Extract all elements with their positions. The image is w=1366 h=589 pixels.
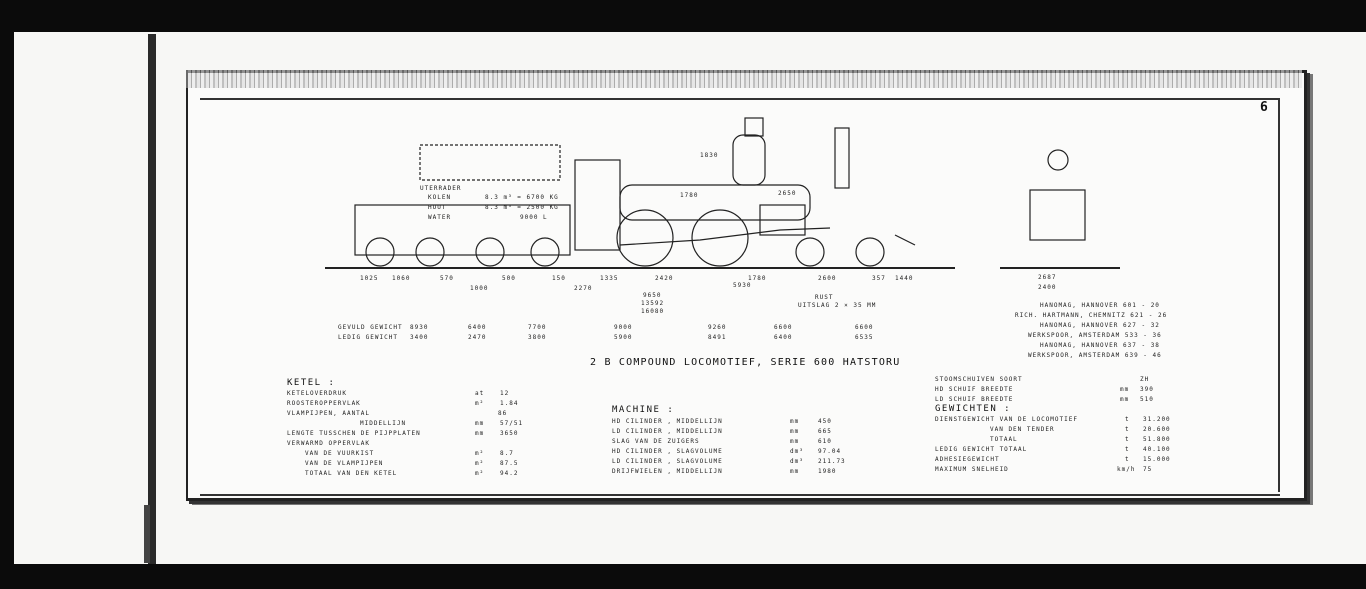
ketel-row-label: KETELOVERDRUK: [287, 390, 347, 397]
gewicht-row-value: 20.600: [1143, 426, 1171, 433]
end-view-dim: 2687: [1038, 274, 1057, 281]
gewichten-heading: GEWICHTEN :: [935, 404, 1012, 414]
builder-entry: HANOMAG, HANNOVER 637 - 38: [1040, 342, 1160, 349]
ketel-row-label: VAN DE VUURKIST: [305, 450, 375, 457]
right-row-value: 390: [1140, 386, 1154, 393]
loco-cab: [575, 160, 620, 250]
tender-body: [355, 205, 570, 255]
tender-wheel-3: [476, 238, 504, 266]
ketel-row-value: 87.5: [500, 460, 519, 467]
wheelbase-dim: 1780: [748, 275, 767, 282]
wheelbase-dim: 1440: [895, 275, 914, 282]
wheelbase-dim: 150: [552, 275, 566, 282]
gewicht-row-unit: t: [1125, 446, 1130, 453]
wheelbase-dim: 1060: [392, 275, 411, 282]
ketel-row-value: 94.2: [500, 470, 519, 477]
machine-row-unit: mm: [790, 428, 800, 435]
ketel-row-label: MIDDELLIJN: [360, 420, 407, 427]
machine-row-label: LD CILINDER , SLAGVOLUME: [612, 458, 723, 465]
gewicht-row-unit: t: [1125, 416, 1130, 423]
ketel-row-unit: m²: [475, 450, 485, 457]
ketel-row-label: TOTAAL VAN DEN KETEL: [305, 470, 398, 477]
weight-gevuld: 6400: [468, 324, 487, 331]
gewicht-row-value: 51.800: [1143, 436, 1171, 443]
weight-gevuld: 6600: [855, 324, 874, 331]
rust-note: UITSLAG 2 × 35 MM: [798, 302, 877, 309]
gewicht-row-label: VAN DEN TENDER: [990, 426, 1055, 433]
wheelbase-dim: 1335: [600, 275, 619, 282]
ketel-row-label: LENGTE TUSSCHEN DE PIJPPLATEN: [287, 430, 421, 437]
drawing-title: 2 B COMPOUND LOCOMOTIEF, SERIE 600 HATSTORU: [590, 357, 901, 368]
gewicht-row-value: 40.100: [1143, 446, 1171, 453]
tender-row-value: 9000 L: [520, 214, 548, 221]
wheelbase-dim: 2600: [818, 275, 837, 282]
weight-gevuld: 9000: [614, 324, 633, 331]
tender-coal-bunker: [420, 145, 560, 180]
dim-label: 1780: [680, 192, 699, 199]
machine-row-value: 665: [818, 428, 832, 435]
weight-gevuld: 9260: [708, 324, 727, 331]
weight-ledig: 5900: [614, 334, 633, 341]
wheelbase-dim: 1025: [360, 275, 379, 282]
gewicht-row-label: TOTAAL: [990, 436, 1018, 443]
machine-row-value: 450: [818, 418, 832, 425]
gewicht-row-label: ADHESIEGEWICHT: [935, 456, 1000, 463]
ketel-row-unit: mm: [475, 430, 485, 437]
machine-heading: MACHINE :: [612, 405, 675, 415]
right-row-label: HD SCHUIF BREEDTE: [935, 386, 1014, 393]
weight-gevuld: 8930: [410, 324, 429, 331]
ketel-row-label: VERWARMD OPPERVLAK: [287, 440, 371, 447]
ketel-row-value: 3650: [500, 430, 519, 437]
buffer-beam: [895, 235, 915, 245]
bogie-wheel-1: [796, 238, 824, 266]
ketel-row-label: VLAMPIJPEN, AANTAL: [287, 410, 371, 417]
machine-row-unit: dm³: [790, 458, 804, 465]
sheet-number: 6: [1260, 100, 1268, 115]
tender-row-label: HOUT: [428, 204, 447, 211]
dim-label: 1830: [700, 152, 719, 159]
total-dim: 16080: [641, 308, 665, 315]
loco-chimney: [745, 118, 763, 136]
wheelbase-dim: 570: [440, 275, 454, 282]
rust-note: RUST: [815, 294, 834, 301]
machine-row-unit: mm: [790, 468, 800, 475]
weight-ledig: 2470: [468, 334, 487, 341]
ketel-row-unit: m²: [475, 460, 485, 467]
ketel-row-value: 8.7: [500, 450, 514, 457]
builder-entry: WERKSPOOR, AMSTERDAM 639 - 46: [1028, 352, 1162, 359]
machine-row-unit: mm: [790, 438, 800, 445]
gewicht-row-unit: km/h: [1117, 466, 1136, 473]
ketel-row-label: VAN DE VLAMPIJPEN: [305, 460, 384, 467]
gewicht-row-unit: t: [1125, 436, 1130, 443]
end-view-dim: 2400: [1038, 284, 1057, 291]
loco-smokestack: [835, 128, 849, 188]
weight-gevuld: 7700: [528, 324, 547, 331]
wheelbase-dim: 1000: [470, 285, 489, 292]
tender-wheel-2: [416, 238, 444, 266]
weights-label: GEVULD GEWICHT: [338, 324, 403, 331]
ketel-row-unit: m²: [475, 400, 485, 407]
machine-row-label: DRIJFWIELEN , MIDDELLIJN: [612, 468, 723, 475]
gewicht-row-value: 31.200: [1143, 416, 1171, 423]
weight-ledig: 6400: [774, 334, 793, 341]
builder-entry: RICH. HARTMANN, CHEMNITZ 621 - 26: [1015, 312, 1168, 319]
gewicht-row-label: MAXIMUM SNELHEID: [935, 466, 1009, 473]
machine-row-unit: dm³: [790, 448, 804, 455]
gewicht-row-label: DIENSTGEWICHT VAN DE LOCOMOTIEF: [935, 416, 1078, 423]
ketel-row-value: 86: [498, 410, 508, 417]
total-dim: 13592: [641, 300, 665, 307]
right-row-label: STOOMSCHUIVEN SOORT: [935, 376, 1023, 383]
machine-row-label: SLAG VAN DE ZUIGERS: [612, 438, 700, 445]
right-row-unit: mm: [1120, 396, 1130, 403]
connecting-rod: [620, 228, 830, 245]
gewicht-row-value: 75: [1143, 466, 1153, 473]
machine-row-value: 610: [818, 438, 832, 445]
gewicht-row-value: 15.000: [1143, 456, 1171, 463]
wheelbase-dim: 357: [872, 275, 886, 282]
end-view-body: [1030, 190, 1085, 240]
right-row-value: 510: [1140, 396, 1154, 403]
right-row-value: ZH: [1140, 376, 1150, 383]
weight-ledig: 3800: [528, 334, 547, 341]
gewicht-row-unit: t: [1125, 456, 1130, 463]
weight-ledig: 6535: [855, 334, 874, 341]
dim-label: 2650: [778, 190, 797, 197]
end-view-chimney: [1048, 150, 1068, 170]
ketel-row-unit: at: [475, 390, 485, 397]
machine-row-value: 1980: [818, 468, 837, 475]
ketel-row-label: ROOSTEROPPERVLAK: [287, 400, 361, 407]
tender-wheel-1: [366, 238, 394, 266]
dim-label: 5930: [733, 282, 752, 289]
tender-row-value: 8.3 m³ = 2500 KG: [485, 204, 559, 211]
ketel-heading: KETEL :: [287, 378, 336, 388]
gewicht-row-label: LEDIG GEWICHT TOTAAL: [935, 446, 1028, 453]
builder-entry: HANOMAG, HANNOVER 627 - 32: [1040, 322, 1160, 329]
wheelbase-dim: 500: [502, 275, 516, 282]
builder-entry: HANOMAG, HANNOVER 601 - 20: [1040, 302, 1160, 309]
tender-wheel-4: [531, 238, 559, 266]
driving-wheel-1: [617, 210, 673, 266]
loco-outline: [325, 118, 1120, 268]
bogie-wheel-2: [856, 238, 884, 266]
builder-entry: WERKSPOOR, AMSTERDAM 533 - 36: [1028, 332, 1162, 339]
ketel-row-value: 57/51: [500, 420, 524, 427]
right-row-unit: mm: [1120, 386, 1130, 393]
right-row-label: LD SCHUIF BREEDTE: [935, 396, 1014, 403]
weight-ledig: 3400: [410, 334, 429, 341]
ketel-row-unit: mm: [475, 420, 485, 427]
machine-row-value: 97.04: [818, 448, 842, 455]
tender-row-label: KOLEN: [428, 194, 452, 201]
machine-row-label: LD CILINDER , MIDDELLIJN: [612, 428, 723, 435]
weights-label: LEDIG GEWICHT: [338, 334, 398, 341]
ketel-row-unit: m²: [475, 470, 485, 477]
tender-heading: UTERRADER: [420, 185, 462, 192]
weight-ledig: 8491: [708, 334, 727, 341]
tender-row-value: 8.3 m³ = 6700 KG: [485, 194, 559, 201]
wheelbase-dim: 2270: [574, 285, 593, 292]
machine-row-unit: mm: [790, 418, 800, 425]
tender-row-label: WATER: [428, 214, 452, 221]
machine-row-label: HD CILINDER , MIDDELLIJN: [612, 418, 723, 425]
ketel-row-value: 12: [500, 390, 510, 397]
weight-gevuld: 6600: [774, 324, 793, 331]
wheelbase-dim: 2420: [655, 275, 674, 282]
machine-row-value: 211.73: [818, 458, 846, 465]
gewicht-row-unit: t: [1125, 426, 1130, 433]
ketel-row-value: 1.84: [500, 400, 519, 407]
loco-dome: [733, 135, 765, 185]
total-dim: 9650: [643, 292, 662, 299]
machine-row-label: HD CILINDER , SLAGVOLUME: [612, 448, 723, 455]
